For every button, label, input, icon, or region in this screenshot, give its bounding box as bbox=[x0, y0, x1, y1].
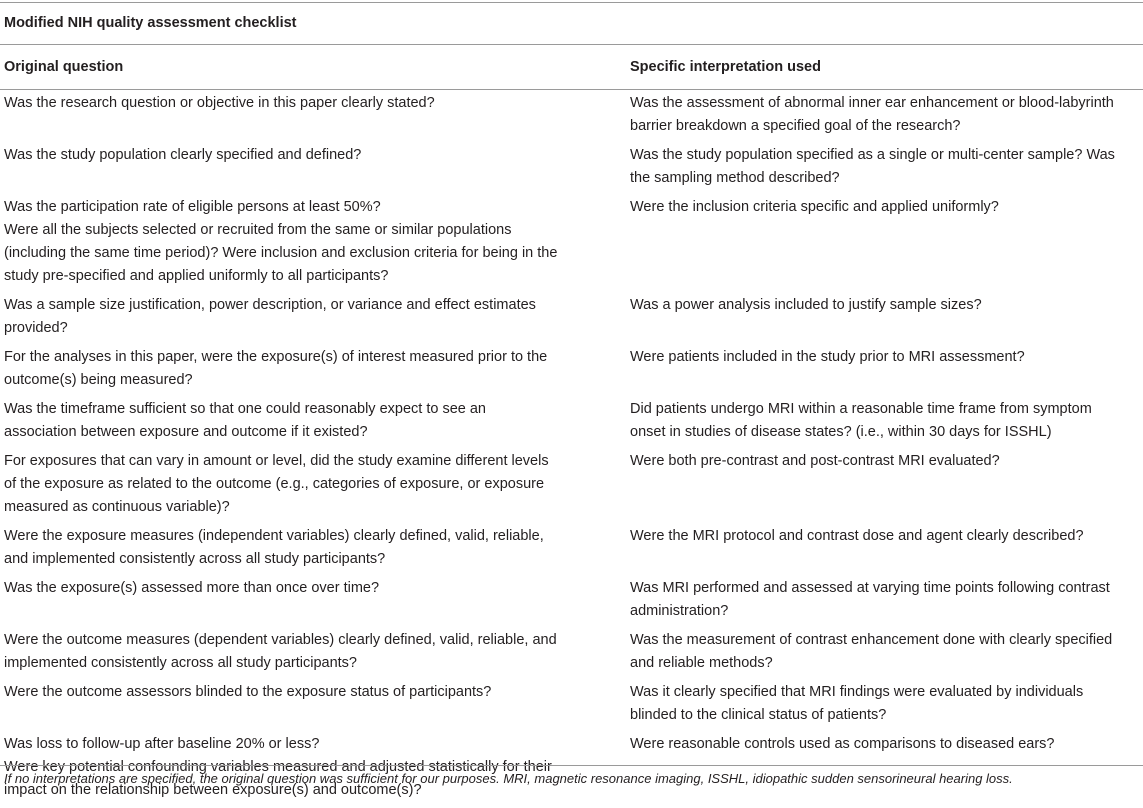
interpretation-cell: Was the study population specified as a single or multi-center sample? Was the sampling method described? bbox=[630, 147, 1115, 186]
table-row bbox=[0, 346, 1143, 392]
interpretation-cell: Were the MRI protocol and contrast dose and agent clearly described? bbox=[630, 528, 1084, 544]
interpretation-cell: Were reasonable controls used as comparisons to diseased ears? bbox=[630, 736, 1055, 752]
column-header-original-question: Original question bbox=[4, 59, 124, 75]
table-row bbox=[0, 733, 1143, 802]
table-row bbox=[0, 144, 1143, 190]
original-question-cell: Was the participation rate of eligible persons at least 50%? Were all the subjects selected or recruited from the same or similar populations (including the same time period)? Were inclusion and exclusion criteria for being in the study pre-specified and applied uniformly to all participants? bbox=[4, 199, 558, 284]
original-question-cell: Was the exposure(s) assessed more than once over time? bbox=[4, 580, 380, 596]
interpretation-cell: Was a power analysis included to justify sample sizes? bbox=[630, 297, 982, 313]
table-row bbox=[0, 525, 1143, 571]
table-row bbox=[0, 294, 1143, 340]
original-question-cell: Was loss to follow-up after baseline 20% or less? Were key potential confounding variables measured and adjusted statistically for their impact on the relationship between exposure(s) and outcome(s)? bbox=[4, 736, 552, 798]
interpretation-cell: Was MRI performed and assessed at varying time points following contrast administration? bbox=[630, 580, 1110, 619]
interpretation-cell: Were both pre-contrast and post-contrast MRI evaluated? bbox=[630, 453, 1000, 469]
original-question-cell: Was a sample size justification, power description, or variance and effect estimates provided? bbox=[4, 297, 536, 336]
table-body bbox=[0, 92, 1143, 808]
interpretation-cell: Was it clearly specified that MRI findings were evaluated by individuals blinded to the clinical status of patients? bbox=[630, 684, 1084, 723]
table-row bbox=[0, 450, 1143, 519]
interpretation-cell: Were patients included in the study prior to MRI assessment? bbox=[630, 349, 1025, 365]
table-row bbox=[0, 681, 1143, 727]
table-row bbox=[0, 398, 1143, 444]
bottom-rule bbox=[0, 765, 1143, 766]
original-question-cell: For the analyses in this paper, were the exposure(s) of interest measured prior to the outcome(s) being measured? bbox=[4, 349, 548, 388]
table-footnote: If no interpretations are specified, the original question was sufficient for our purposes. MRI, magnetic resonance imaging, ISSHL, idiopathic sudden sensorineural hearing loss. bbox=[4, 771, 1013, 786]
table-row bbox=[0, 196, 1143, 288]
original-question-cell: For exposures that can vary in amount or level, did the study examine different levels of the exposure as related to the outcome (e.g., categories of exposure, or exposure measured as continuous variable)? bbox=[4, 453, 549, 515]
table-row bbox=[0, 629, 1143, 675]
original-question-cell: Was the timeframe sufficient so that one could reasonably expect to see an association between exposure and outcome if it existed? bbox=[4, 401, 486, 440]
column-header-specific-interpretation: Specific interpretation used bbox=[630, 59, 821, 75]
original-question-cell: Was the study population clearly specified and defined? bbox=[4, 147, 362, 163]
interpretation-cell: Were the inclusion criteria specific and applied uniformly? bbox=[630, 199, 999, 215]
top-rule bbox=[0, 2, 1143, 3]
table-row bbox=[0, 577, 1143, 623]
table-title: Modified NIH quality assessment checklist bbox=[4, 15, 297, 31]
original-question-cell: Were the outcome assessors blinded to the exposure status of participants? bbox=[4, 684, 492, 700]
interpretation-cell: Was the assessment of abnormal inner ear enhancement or blood-labyrinth barrier breakdown a specified goal of the research? bbox=[630, 95, 1114, 134]
original-question-cell: Were the outcome measures (dependent variables) clearly defined, valid, reliable, and implemented consistently across all study participants? bbox=[4, 632, 557, 671]
interpretation-cell: Did patients undergo MRI within a reasonable time frame from symptom onset in studies of disease states? (i.e., within 30 days for ISSHL) bbox=[630, 401, 1092, 440]
title-rule bbox=[0, 44, 1143, 45]
table-row bbox=[0, 92, 1143, 138]
original-question-cell: Were the exposure measures (independent variables) clearly defined, valid, reliable, and implemented consistently across all study participants? bbox=[4, 528, 544, 567]
header-rule bbox=[0, 89, 1143, 90]
interpretation-cell: Was the measurement of contrast enhancement done with clearly specified and reliable methods? bbox=[630, 632, 1113, 671]
original-question-cell: Was the research question or objective in this paper clearly stated? bbox=[4, 95, 435, 111]
